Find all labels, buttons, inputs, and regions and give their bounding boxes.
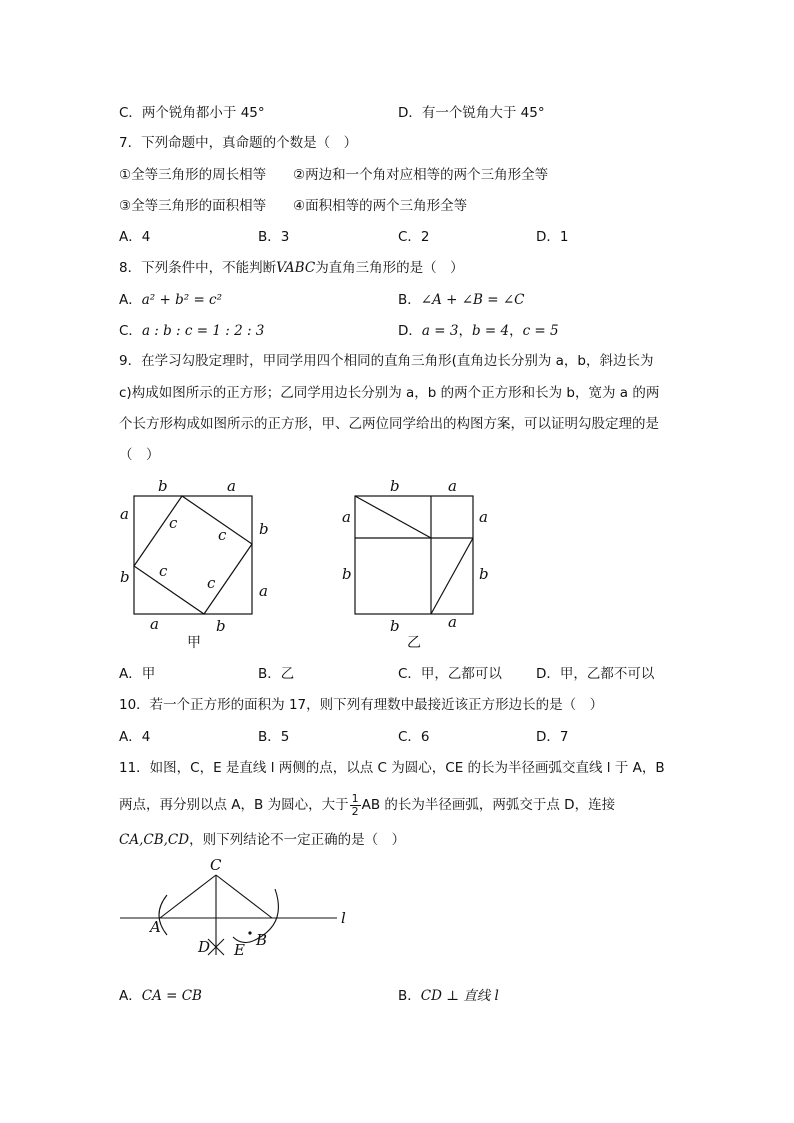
q8-option-d-c: c = 5 (522, 323, 559, 339)
q8-option-d (398, 321, 559, 341)
q7-proposition-1: ①全等三角形的周长相等 (119, 167, 267, 183)
yi-right-b: b (479, 565, 489, 583)
yi-bottom-a: a (448, 613, 457, 631)
q9-stem-line1: 9．在学习勾股定理时，甲同学用四个相同的直角三角形(直角边长分别为 a，b，斜边长为 (119, 353, 654, 369)
q11-fraction-denominator: 2 (351, 804, 359, 818)
yi-bottom-b: b (390, 617, 400, 635)
q8-option-b-formula: ∠A + ∠B = ∠C (420, 292, 525, 308)
q8-option-a-label: A． (119, 292, 142, 308)
yi-diagonal-right (431, 538, 473, 614)
q11-stem-line1: 11．如图，C，E 是直线 l 两侧的点，以点 C 为圆心，CE 的长为半径画弧交直线 l 于 A，B (119, 760, 665, 776)
figure-q11 (115, 855, 365, 965)
q7-proposition-2: ②两边和一个角对应相等的两个三角形全等 (293, 167, 549, 183)
q7-option-c: C．2 (398, 229, 430, 245)
q6-option-c: C．两个锐角都小于 45° (119, 105, 265, 121)
yi-left-b: b (342, 565, 352, 583)
q8-stem-part1: 8．下列条件中，不能判断 (119, 260, 277, 276)
q11-fraction-numerator: 1 (351, 791, 359, 805)
q10-option-b: B．5 (258, 729, 290, 745)
q11-stem-line3-part2: ，则下列结论不一定正确的是（ ） (189, 832, 406, 848)
q11-stem-line2 (119, 792, 615, 818)
q9-option-a: A．甲 (119, 666, 156, 682)
jia-inner-c2: c (218, 526, 227, 544)
q8-option-b-label: B． (398, 292, 421, 308)
jia-left-b: b (120, 568, 130, 586)
q8-option-d-a: a = 3 (421, 323, 459, 339)
yi-diagonal-top (355, 496, 431, 538)
q7-option-d: D．1 (536, 229, 569, 245)
segment-ca (160, 875, 216, 918)
point-e-dot (248, 931, 251, 934)
q11-option-a-formula: CA = CB (141, 988, 202, 1004)
q8-option-a (119, 290, 222, 310)
q7-option-a: A．4 (119, 229, 151, 245)
q9-stem-line2: c)构成如图所示的正方形；乙同学用边长分别为 a，b 的两个正方形和长为 b，宽为 a 的两 (119, 385, 660, 401)
yi-left-a: a (342, 508, 351, 526)
q9-stem-line3: 个长方形构成如图所示的正方形，甲、乙两位同学给出的构图方案，可以证明勾股定理的是 (119, 416, 659, 432)
q8-option-c-label: C． (119, 323, 142, 339)
q10-option-d: D．7 (536, 729, 569, 745)
q6-option-d: D．有一个锐角大于 45° (398, 105, 545, 121)
q8-option-b (398, 290, 525, 310)
label-l: l (341, 909, 346, 927)
q8-option-c-formula: a : b : c = 1 : 2 : 3 (141, 323, 265, 339)
q8-option-d-b: b = 4 (471, 323, 510, 339)
figure-jia (110, 472, 280, 654)
yi-top-a: a (448, 477, 457, 495)
jia-top-a: a (227, 477, 236, 495)
label-e: E (234, 941, 245, 959)
label-a: A (150, 918, 161, 936)
q8-option-a-formula: a² + b² = c² (141, 292, 223, 308)
q11-option-a-label: A． (119, 988, 142, 1004)
q10-option-a: A．4 (119, 729, 151, 745)
label-c: C (210, 856, 222, 874)
q11-fraction (350, 793, 361, 818)
jia-caption: 甲 (187, 635, 201, 651)
q10-stem: 10．若一个正方形的面积为 17，则下列有理数中最接近该正方形边长的是（ ） (119, 697, 604, 713)
q9-option-b: B．乙 (258, 666, 295, 682)
jia-bottom-b: b (216, 617, 226, 635)
q9-stem-line4: （ ） (119, 447, 160, 463)
figure-yi (335, 472, 500, 654)
q8-stem-part2: 为直角三角形的是（ ） (315, 260, 464, 276)
jia-inner-c1: c (169, 514, 178, 532)
yi-outer-square (355, 496, 473, 614)
q11-option-b-formula: CD ⊥ 直线 l (420, 988, 499, 1004)
jia-right-a: a (259, 582, 268, 600)
q11-stem-segments: CA,CB,CD (119, 832, 190, 848)
q8-option-d-label: D． (398, 323, 422, 339)
q9-option-d: D．甲，乙都不可以 (536, 666, 655, 682)
jia-left-a: a (120, 505, 129, 523)
jia-inner-square (134, 496, 252, 614)
q8-stem (119, 258, 464, 278)
q9-option-c: C．甲，乙都可以 (398, 666, 502, 682)
jia-inner-c3: c (159, 562, 168, 580)
q7-option-b: B．3 (258, 229, 290, 245)
label-d: D (198, 938, 211, 956)
q11-stem-line2-part2: AB 的长为半径画弧，两弧交于点 D，连接 (361, 797, 616, 813)
q8-option-d-sep1: ， (458, 323, 472, 339)
q11-option-b-label: B． (398, 988, 421, 1004)
yi-right-a: a (479, 508, 488, 526)
q11-option-b (398, 986, 499, 1006)
q7-proposition-4: ④面积相等的两个三角形全等 (293, 198, 468, 214)
jia-top-b: b (158, 477, 168, 495)
jia-right-b: b (259, 520, 269, 538)
jia-inner-c4: c (207, 574, 216, 592)
label-b: B (256, 931, 268, 949)
yi-caption: 乙 (407, 635, 421, 651)
q8-option-d-sep2: ， (509, 323, 523, 339)
q10-option-c: C．6 (398, 729, 430, 745)
q11-stem-line2-part1: 两点，再分别以点 A，B 为圆心，大于 (119, 797, 349, 813)
yi-top-b: b (390, 477, 400, 495)
segment-cb (216, 875, 272, 918)
q11-stem-line3 (119, 830, 405, 850)
jia-bottom-a: a (150, 615, 159, 633)
q7-proposition-3: ③全等三角形的面积相等 (119, 198, 267, 214)
q8-triangle-symbol: VABC (276, 260, 316, 276)
q11-option-a (119, 986, 202, 1006)
q8-option-c (119, 321, 264, 341)
q7-stem: 7．下列命题中，真命题的个数是（ ） (119, 135, 358, 151)
jia-outer-square (134, 496, 252, 614)
